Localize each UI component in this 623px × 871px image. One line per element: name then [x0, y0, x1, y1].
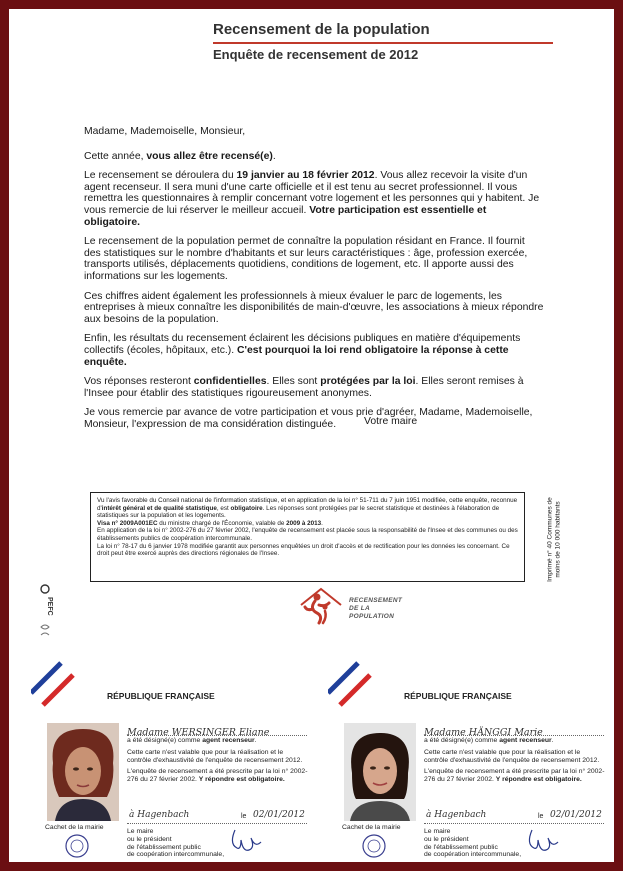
- legal-text: Visa n° 2009A001EC du ministre chargé de l'Économie, valable de 2009 à 2013.: [97, 519, 323, 527]
- legal-text: La loi n° 78-17 du 6 janvier 1978 modifiée garantit aux personnes enquêtées un droit d'accès et de rectification pour les données les concernant. Ce droit peut être exercé auprès des directions régionales de l'Insee.: [97, 542, 510, 558]
- cachet-label: Cachet de la mairie: [342, 824, 401, 831]
- legal-notice-box: [90, 492, 525, 582]
- republic-label: RÉPUBLIQUE FRANÇAISE: [404, 691, 512, 701]
- letter-paragraph: Le recensement de la population permet de connaître la population résidant en France. Il fournit des statistiques sur le nombre d'habitants et sur leurs caractéristiques : âge, profession exercée, transports utilisés, déplacements quotidiens, conditions de logement, etc. Il apporte aussi des informations sur les logements.: [84, 236, 528, 282]
- cachet-label: Cachet de la mairie: [45, 824, 104, 831]
- signature-icon: [524, 824, 564, 854]
- document-title: Recensement de la population: [213, 21, 430, 38]
- legal-text: Vu l'avis favorable du Conseil national de l'information statistique, et en application de la loi n° 51-711 du 7 juin 1951 modifiée, cette enquête, reconnue d'intérêt général et de qualité statistique, est obligatoire. Les réponses sont protégées par le secret statistique et destinées à l'élaboration de statistiques sur la population et les logements.: [97, 497, 518, 520]
- letter-paragraph: Vos réponses resteront confidentielles. Elles sont protégées par la loi. Elles seront remises à l'Insee pour établir des statistiques rigoureusement anonymes.: [84, 376, 524, 399]
- agent-photo: [47, 723, 119, 821]
- agent-photo: [344, 723, 416, 821]
- letter-body: [84, 126, 544, 438]
- pefc-label: PEFC: [46, 597, 53, 616]
- mayor-label: Le maire ou le président de l'établissement public de coopération intercommunale,: [127, 828, 225, 859]
- form-number-note: Imprimé n° 40 Communes de moins de 10 000 habitants: [546, 497, 561, 582]
- letter-paragraph: Le recensement se déroulera du 19 janvier au 18 février 2012. Vous allez recevoir la visite d'un agent recenseur. Il sera muni d'une carte officielle et il est tenu au secret professionnel. Il vous remettra les questionnaires à remplir concernant votre logement et les personnes qui y habitent. Je vous remercie de lui réserver le meilleur accueil. Votre participation est essentielle et obligatoire.: [84, 170, 540, 228]
- title-rule: [213, 42, 553, 44]
- census-logo-text: RECENSEMENT DE LA POPULATION: [349, 597, 403, 620]
- republic-label: RÉPUBLIQUE FRANÇAISE: [107, 691, 215, 701]
- census-logo: [297, 583, 437, 635]
- document-subtitle: Enquête de recensement de 2012: [213, 47, 419, 62]
- mairie-seal-icon: [62, 833, 92, 859]
- french-flag-stripes-icon: [31, 661, 81, 709]
- mayor-label: Le maire ou le président de l'établissement public de coopération intercommunale,: [424, 828, 522, 859]
- mairie-seal-icon: [359, 833, 389, 859]
- agent-card: [27, 661, 315, 861]
- french-flag-stripes-icon: [328, 661, 378, 709]
- signature-icon: [227, 824, 267, 854]
- letter-paragraph: Ces chiffres aident également les professionnels à mieux évaluer le parc de logements, les entreprises à mieux connaître les disponibilités de main-d'œuvre, les associations à mieux répondre aux besoins de la population.: [84, 290, 544, 325]
- document-page: [9, 9, 614, 862]
- card-text: a été désigné(e) comme agent recenseur. Cette carte n'est valable que pour la réalisation et le contrôle d'exhaustivité de l'enquête de recensement 2012. L'enquête de recensement a été prescrite par la loi n° 2002-276 du 27 février 2002. Y répondre est obligatoire.: [424, 737, 605, 784]
- letter-paragraph: Cette année, vous allez être recensé(e).: [84, 150, 276, 162]
- place-date-field: à Hagenbach le 02/01/2012: [424, 810, 604, 824]
- agent-name-field: Madame HÄNGGI Marie: [424, 722, 604, 736]
- salutation: Madame, Mademoiselle, Monsieur,: [84, 126, 246, 137]
- signoff: Votre maire: [364, 416, 418, 427]
- place-date-field: à Hagenbach le 02/01/2012: [127, 810, 307, 824]
- letter-paragraph: Je vous remercie par avance de votre participation et vous prie d'agréer, Madame, Mademoiselle, Monsieur, l'expression de ma considération distinguée.: [84, 407, 533, 430]
- pefc-logo-icon: [37, 583, 53, 643]
- letter-paragraph: Enfin, les résultats du recensement éclairent les décisions publiques en matière d'équipements collectifs (écoles, hôpitaux, etc.). C'est pourquoi la loi rend obligatoire la réponse à cette enquête.: [84, 333, 521, 368]
- agent-name-field: Madame WERSINGER Eliane: [127, 722, 307, 736]
- card-text: a été désigné(e) comme agent recenseur. Cette carte n'est valable que pour la réalisation et le contrôle d'exhaustivité de l'enquête de recensement 2012. L'enquête de recensement a été prescrite par la loi n° 2002-276 du 27 février 2002. Y répondre est obligatoire.: [127, 737, 308, 784]
- census-figure-icon: [297, 583, 345, 631]
- legal-text: En application de la loi n° 2002-276 du 27 février 2002, l'enquête de recensement est placée sous la responsabilité de l'Insee et des communes ou des établissements publics de coopération intercommunale.: [97, 527, 518, 542]
- agent-card: [324, 661, 612, 861]
